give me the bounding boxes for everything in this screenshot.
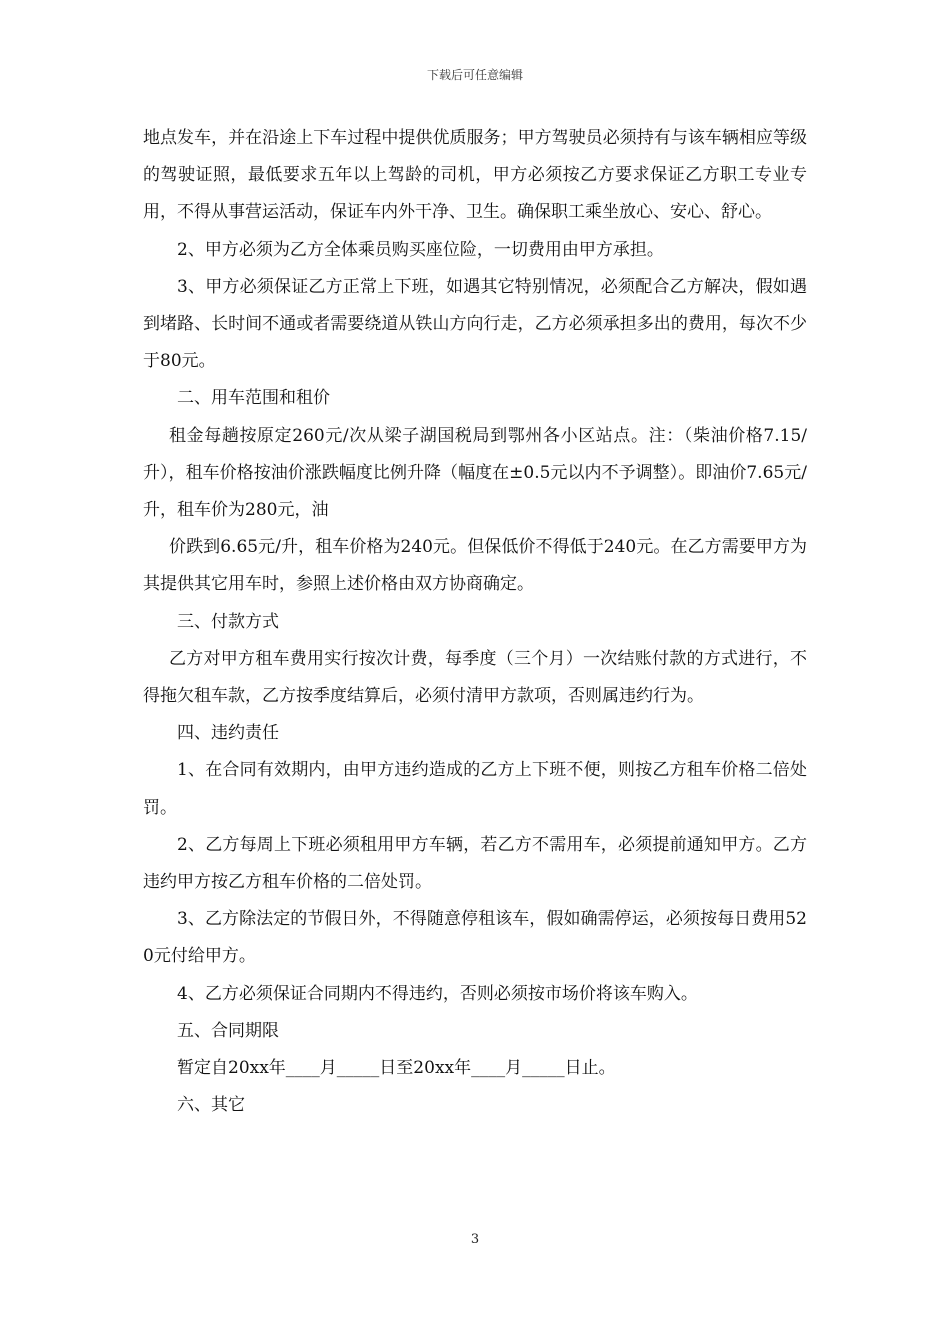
- section-heading-breach: 四、违约责任: [177, 723, 279, 744]
- section-heading-scope-and-rent: 二、用车范围和租价: [177, 388, 330, 409]
- paragraph-payment-terms: 乙方对甲方租车费用实行按次计费，每季度（三个月）一次结账付款的方式进行，不得拖欠租车款，乙方按季度结算后，必须付清甲方款项，否则属违约行为。: [143, 648, 807, 707]
- section-heading-other: 六、其它: [177, 1095, 245, 1116]
- paragraph-breach-1: 1、在合同有效期内，由甲方违约造成的乙方上下班不便，则按乙方租车价格二倍处罚。: [143, 760, 807, 818]
- section-heading-term: 五、合同期限: [177, 1020, 279, 1041]
- paragraph-clause-3: 3、甲方必须保证乙方正常上下班，如遇其它特别情况，必须配合乙方解决，假如遇到堵路、长时间不通或者需要绕道从铁山方向行走，乙方必须承担多出的费用，每次不少于80元。: [143, 276, 807, 372]
- paragraph-continuation: 地点发车，并在沿途上下车过程中提供优质服务；甲方驾驶员必须持有与该车辆相应等级的驾驶证照，最低要求五年以上驾龄的司机，甲方必须按乙方要求保证乙方职工专业专用，不得从事营运活动，保证车内外干净、卫生。确保职工乘坐放心、安心、舒心。: [143, 128, 807, 223]
- page-number: 3: [470, 1232, 480, 1247]
- paragraph-breach-4: 4、乙方必须保证合同期内不得违约，否则必须按市场价将该车购入。: [177, 983, 698, 1004]
- paragraph-rent-terms: 租金每趟按原定260元/次从梁子湖国税局到鄂州各小区站点。注：（柴油价格7.15/升），租车价格按油价涨跌幅度比例升降（幅度在±0.5元以内不予调整）。即油价7.65元/升，租车价为280元，油: [143, 425, 807, 521]
- document-body: [143, 120, 807, 1124]
- paragraph-term-dates: 暂定自20xx年____月_____日至20xx年____月_____日止。: [177, 1058, 616, 1079]
- section-heading-payment: 三、付款方式: [177, 611, 279, 632]
- paragraph-breach-3: 3、乙方除法定的节假日外，不得随意停租该车，假如确需停运，必须按每日费用520元付给甲方。: [143, 909, 807, 967]
- page-header: 下载后可任意编辑: [426, 68, 523, 82]
- paragraph-clause-2: 2、甲方必须为乙方全体乘员购买座位险，一切费用由甲方承担。: [177, 239, 664, 260]
- paragraph-rent-terms-cont: 价跌到6.65元/升，租车价格为240元。但保低价不得低于240元。在乙方需要甲方为其提供其它用车时，参照上述价格由双方协商确定。: [143, 537, 807, 595]
- paragraph-breach-2: 2、乙方每周上下班必须租用甲方车辆，若乙方不需用车，必须提前通知甲方。乙方违约甲方按乙方租车价格的二倍处罚。: [143, 834, 807, 893]
